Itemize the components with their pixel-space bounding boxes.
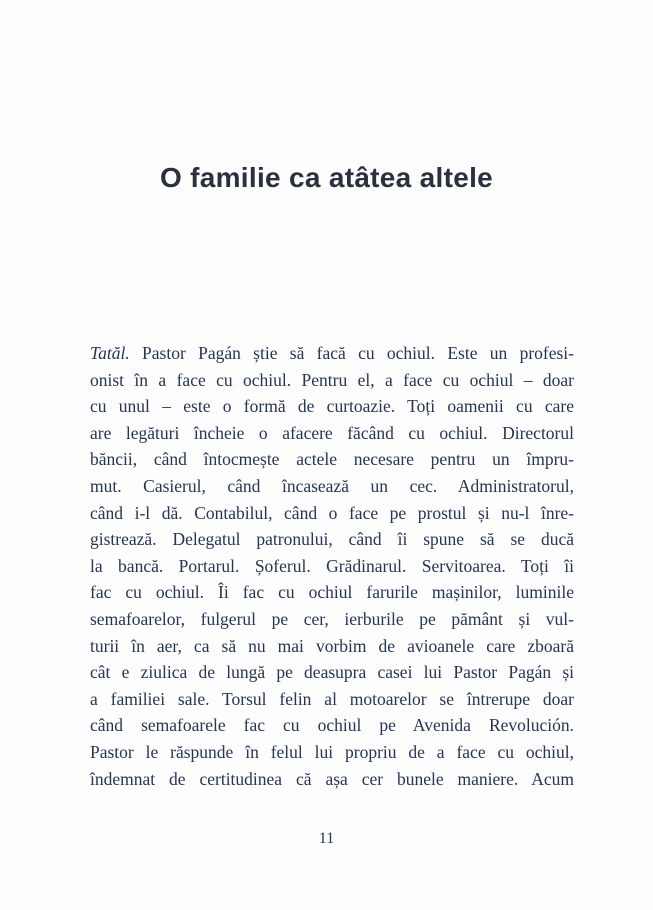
text-line: onist în a face cu ochiul. Pentru el, a face cu ochiul – doar <box>90 369 574 390</box>
text-line: băncii, când întocmește actele necesare pentru un împru- <box>90 449 574 470</box>
text-line: mut. Casierul, când încasează un cec. Administratorul, <box>90 475 574 496</box>
text-line: când semafoarele fac cu ochiul pe Avenida Revolución. <box>90 715 574 736</box>
italic-lead-word: Tatăl. <box>90 343 130 363</box>
text-line: a familiei sale. Torsul felin al motoarelor se întrerupe doar <box>90 688 574 709</box>
text-line: fac cu ochiul. Îi fac cu ochiul farurile mașinilor, luminile <box>90 582 574 603</box>
text-line: cu unul – este o formă de curtoazie. Toți oamenii cu care <box>90 396 574 417</box>
text-line: gistrează. Delegatul patronului, când îi spune să se ducă <box>90 529 574 550</box>
page-number: 11 <box>318 830 335 847</box>
text-line: îndemnat de certitudinea că așa cer bunele maniere. Acum <box>90 768 574 789</box>
text-line: semafoarelor, fulgerul pe cer, ierburile pe pământ și vul- <box>90 608 574 629</box>
text-line: are legături încheie o afacere făcând cu ochiul. Directorul <box>90 422 574 443</box>
text-line: când i-l dă. Contabilul, când o face pe prostul și nu-l înre- <box>90 502 574 523</box>
text-line: turii în aer, ca să nu mai vorbim de avioanele care zboară <box>90 635 574 656</box>
text-line: cât e ziulica de lungă pe deasupra casei lui Pastor Pagán și <box>90 662 574 683</box>
text-line: Tatăl. Pastor Pagán știe să facă cu ochiul. Este un profesi- <box>90 343 574 363</box>
text-line: la bancă. Portarul. Șoferul. Grădinarul. Servitoarea. Toți îi <box>90 555 574 576</box>
text-line: Pastor le răspunde în felul lui propriu de a face cu ochiul, <box>90 741 574 762</box>
body-text <box>90 340 574 792</box>
chapter-title: O familie ca atâtea altele <box>159 162 494 193</box>
